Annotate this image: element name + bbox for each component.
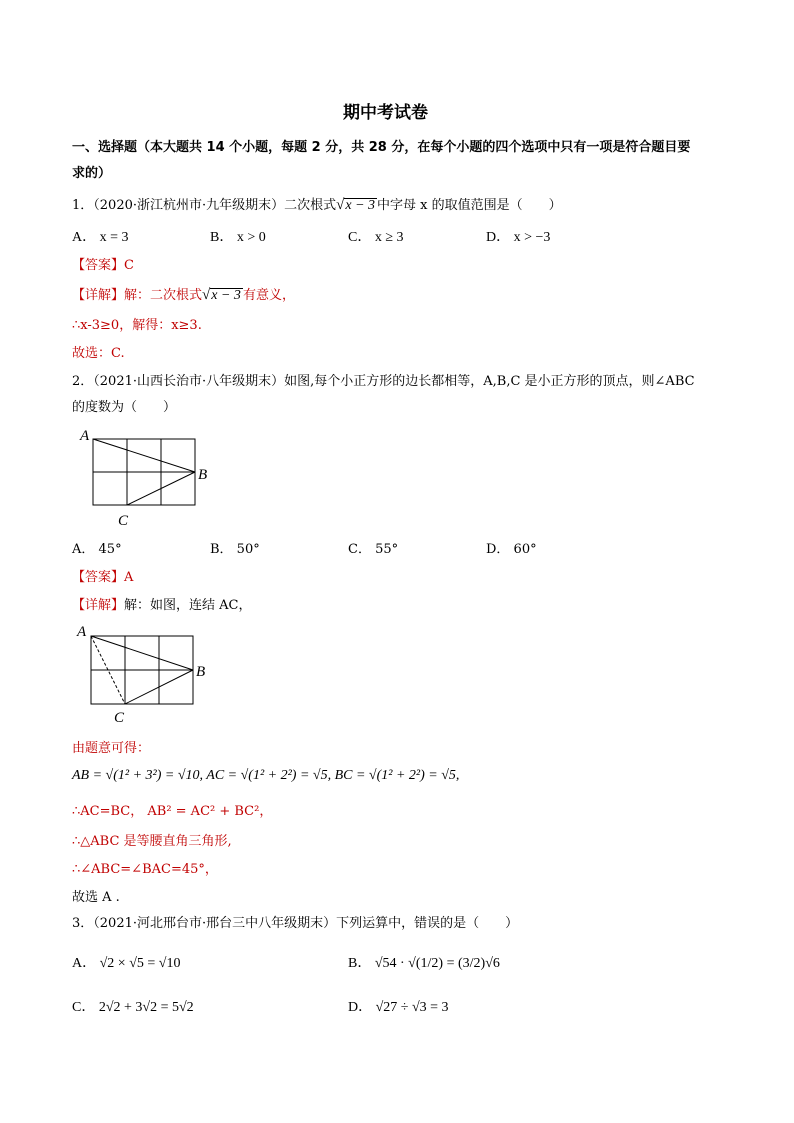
q1-option-a: A． x = 3 [72, 230, 129, 245]
q2-line5: 故选 A . [72, 890, 120, 905]
q2-grid-figure [76, 424, 226, 530]
vertex-b-label: B [196, 664, 206, 680]
vertex-c-label: C [118, 513, 129, 529]
q1-answer: 【答案】C [72, 258, 134, 273]
q1-detail-suffix: 有意义， [242, 288, 295, 303]
section-heading-line1: 一、选择题（本大题共 14 个小题，每题 2 分，共 28 分，在每个小题的四个选项中只有一项是符合题目要 [72, 140, 691, 155]
q2-detail-text: 解：如图，连结 AC， [124, 598, 252, 613]
q3-option-d: D． √27 ÷ √3 = 3 [348, 1000, 449, 1015]
q2-derive: 由题意可得： [72, 741, 151, 756]
q2-line4: ∴∠ABC=∠BAC=45°， [72, 862, 218, 877]
q1-stem-radicand: x − 3 [345, 198, 376, 213]
page-title: 期中考试卷 [343, 103, 428, 123]
q1-option-c: C． x ≥ 3 [348, 230, 404, 245]
vertex-b-label: B [198, 467, 208, 483]
vertex-c-label: C [114, 710, 125, 726]
q2-stem-line2: 的度数为（ ） [72, 400, 177, 415]
q1-stem-prefix: 1．（2020·浙江杭州市·九年级期末）二次根式 [72, 198, 337, 213]
q2-line3: ∴△ABC 是等腰直角三角形, [72, 834, 232, 849]
q2-option-c: C． 55° [348, 542, 399, 557]
q2-formula: AB = √(1² + 3²) = √10, AC = √(1² + 2²) = √5, BC = √(1² + 2²) = √5, [72, 768, 460, 783]
q2-line2: ∴AC=BC， AB² = AC² + BC²， [72, 804, 273, 819]
q2-detail-label: 【详解】 [72, 598, 125, 613]
q1-option-b: B． x > 0 [210, 230, 266, 245]
segment-ab [93, 439, 195, 472]
q2-stem-line1: 2．（2021·山西长治市·八年级期末）如图,每个小正方形的边长都相等，A,B,C 是小正方形的顶点，则∠ABC [72, 374, 695, 389]
q2-detail [72, 594, 251, 613]
q1-stem-suffix: 中字母 x 的取值范围是（ ） [377, 198, 562, 213]
section-heading-line2: 求的） [72, 166, 112, 181]
q2-solution-figure [74, 616, 224, 726]
q1-option-d: D． x > −3 [486, 230, 551, 245]
q3-option-a: A． √2 × √5 = √10 [72, 956, 181, 971]
q1-detail: 【详解】解：二次根式√x − 3 有意义， [72, 287, 295, 303]
q2-option-d: D． 60° [486, 542, 537, 557]
q3-option-b: B． √54 · √(1/2) = (3/2)√6 [348, 956, 500, 971]
q2-answer: 【答案】A [72, 570, 134, 585]
q1-stem: 1．（2020·浙江杭州市·九年级期末）二次根式√x − 3 中字母 x 的取值范围是（ ） [72, 197, 562, 213]
q1-detail-prefix: 解：二次根式 [124, 288, 203, 303]
q3-option-c: C． 2√2 + 3√2 = 5√2 [72, 1000, 194, 1015]
vertex-a-label: A [80, 428, 90, 444]
q1-detail-line3: 故选：C. [72, 346, 125, 361]
q2-option-b: B． 50° [210, 542, 260, 557]
q2-option-a: A． 45° [72, 542, 122, 557]
vertex-a-label: A [77, 624, 87, 640]
q1-detail-label: 【详解】 [72, 288, 125, 303]
q3-stem: 3．（2021·河北邢台市·邢台三中八年级期末）下列运算中，错误的是（ ） [72, 916, 519, 931]
q1-detail-line2: ∴x-3≥0，解得：x≥3. [72, 318, 202, 333]
q1-detail-radicand: x − 3 [211, 288, 241, 303]
segment-ab [91, 636, 193, 670]
